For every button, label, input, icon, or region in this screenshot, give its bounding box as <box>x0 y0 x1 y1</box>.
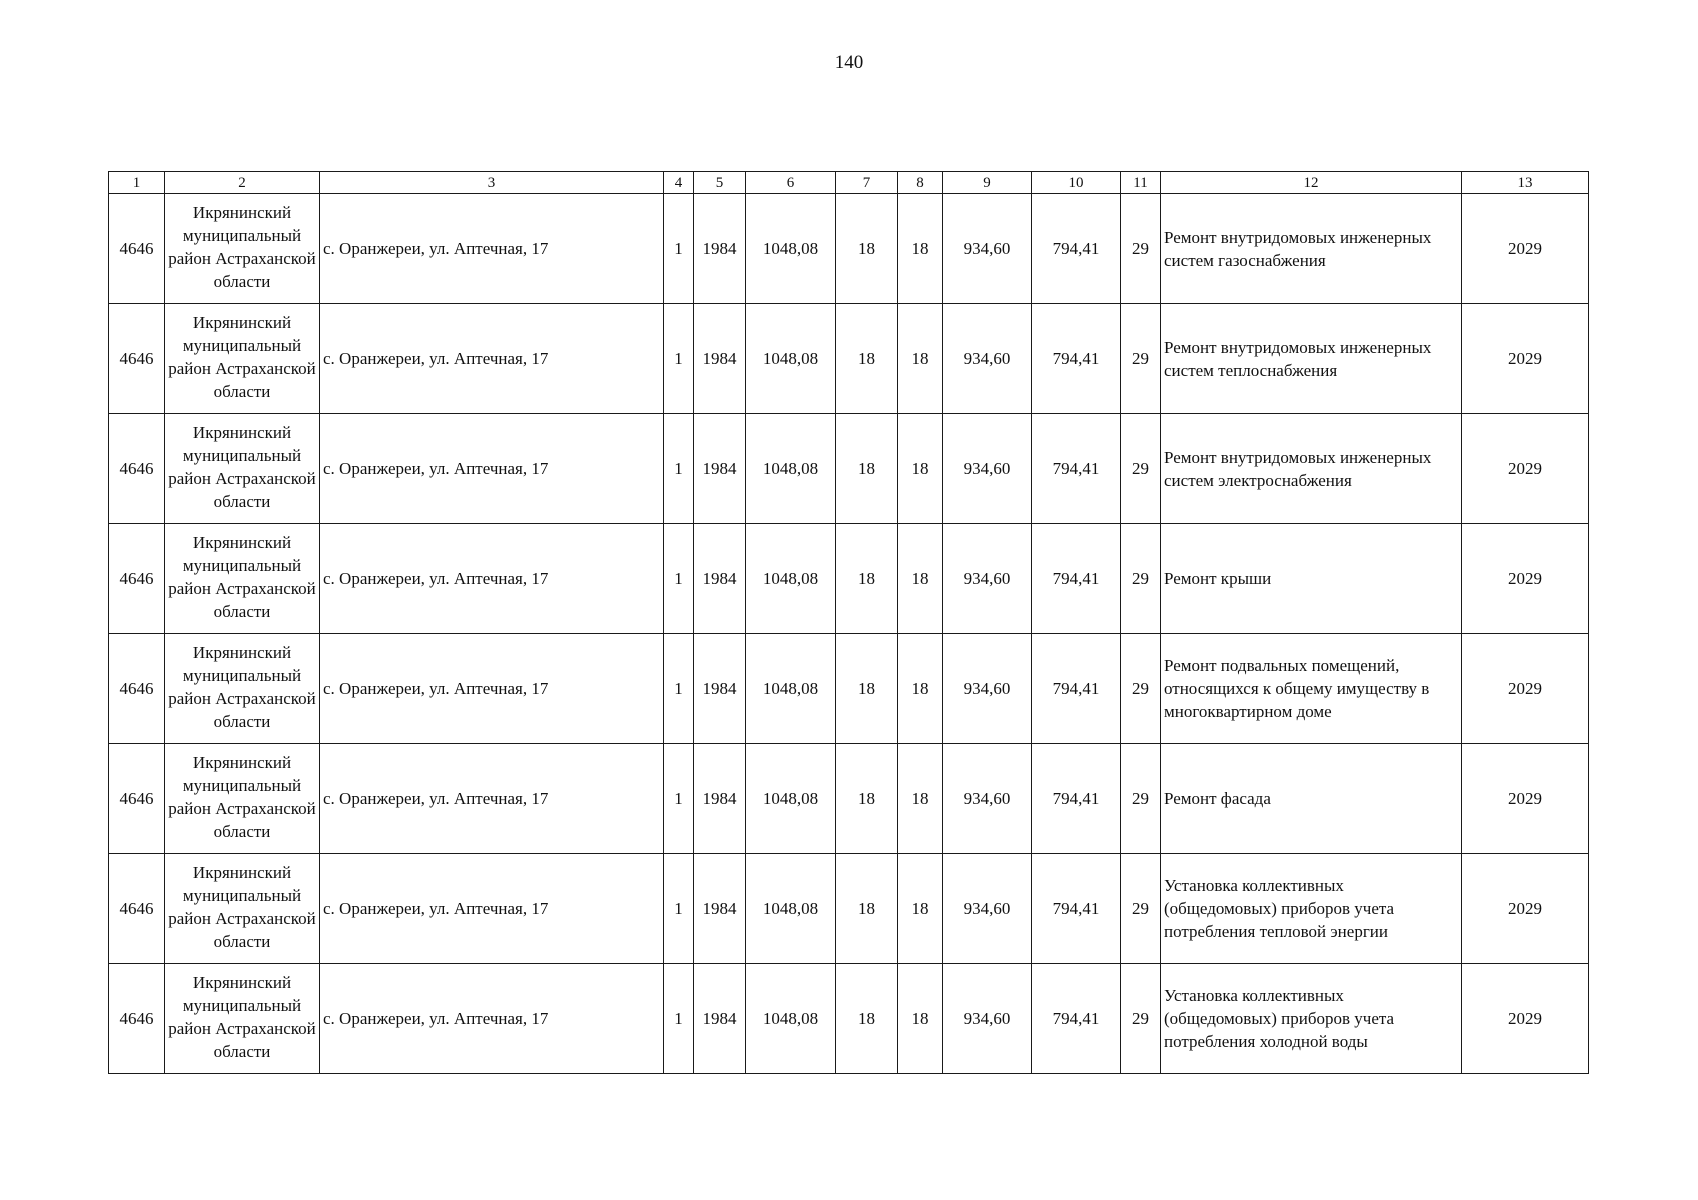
cell-col8: 18 <box>898 414 943 524</box>
cell-col10: 794,41 <box>1032 854 1121 964</box>
cell-col9: 934,60 <box>943 854 1032 964</box>
cell-col7: 18 <box>836 854 898 964</box>
cell-year: 1984 <box>694 964 746 1074</box>
table-row <box>109 524 1589 634</box>
table-row <box>109 964 1589 1074</box>
table-body <box>109 194 1589 1074</box>
cell-col4: 1 <box>664 744 694 854</box>
cell-col11: 29 <box>1121 744 1161 854</box>
cell-district <box>165 194 320 304</box>
district-text: Икрянинский муниципальный район Астраханской области <box>168 862 316 951</box>
cell-year: 1984 <box>694 304 746 414</box>
cell-address: с. Оранжереи, ул. Аптечная, 17 <box>320 634 664 744</box>
cell-col7: 18 <box>836 414 898 524</box>
cell-address: с. Оранжереи, ул. Аптечная, 17 <box>320 964 664 1074</box>
cell-id: 4646 <box>109 634 165 744</box>
cell-col11: 29 <box>1121 634 1161 744</box>
cell-plan-year: 2029 <box>1462 414 1589 524</box>
cell-col6: 1048,08 <box>746 964 836 1074</box>
cell-id: 4646 <box>109 194 165 304</box>
cell-address: с. Оранжереи, ул. Аптечная, 17 <box>320 524 664 634</box>
cell-col4: 1 <box>664 964 694 1074</box>
cell-id: 4646 <box>109 414 165 524</box>
cell-address: с. Оранжереи, ул. Аптечная, 17 <box>320 854 664 964</box>
table-row <box>109 634 1589 744</box>
cell-col10: 794,41 <box>1032 524 1121 634</box>
cell-col11: 29 <box>1121 414 1161 524</box>
district-text: Икрянинский муниципальный район Астраханской области <box>168 312 316 401</box>
cell-col7: 18 <box>836 964 898 1074</box>
cell-col9: 934,60 <box>943 304 1032 414</box>
cell-col6: 1048,08 <box>746 744 836 854</box>
cell-col10: 794,41 <box>1032 194 1121 304</box>
cell-col7: 18 <box>836 524 898 634</box>
cell-col10: 794,41 <box>1032 414 1121 524</box>
cell-col4: 1 <box>664 414 694 524</box>
cell-plan-year: 2029 <box>1462 634 1589 744</box>
district-text: Икрянинский муниципальный район Астраханской области <box>168 532 316 621</box>
cell-plan-year: 2029 <box>1462 964 1589 1074</box>
district-text: Икрянинский муниципальный район Астраханской области <box>168 202 316 291</box>
cell-work-type: Ремонт внутридомовых инженерных систем электроснабжения <box>1161 414 1462 524</box>
cell-address: с. Оранжереи, ул. Аптечная, 17 <box>320 194 664 304</box>
cell-district <box>165 854 320 964</box>
cell-col8: 18 <box>898 634 943 744</box>
cell-id: 4646 <box>109 304 165 414</box>
district-text: Икрянинский муниципальный район Астраханской области <box>168 642 316 731</box>
cell-id: 4646 <box>109 744 165 854</box>
column-header: 9 <box>943 172 1032 194</box>
district-text: Икрянинский муниципальный район Астраханской области <box>168 752 316 841</box>
table-row <box>109 854 1589 964</box>
cell-district <box>165 524 320 634</box>
cell-work-type: Ремонт внутридомовых инженерных систем газоснабжения <box>1161 194 1462 304</box>
header-row <box>109 172 1589 194</box>
table-row <box>109 304 1589 414</box>
cell-plan-year: 2029 <box>1462 304 1589 414</box>
column-header: 7 <box>836 172 898 194</box>
cell-col6: 1048,08 <box>746 414 836 524</box>
cell-address: с. Оранжереи, ул. Аптечная, 17 <box>320 414 664 524</box>
cell-work-type: Ремонт подвальных помещений, относящихся к общему имуществу в многоквартирном доме <box>1161 634 1462 744</box>
cell-col6: 1048,08 <box>746 194 836 304</box>
cell-col10: 794,41 <box>1032 304 1121 414</box>
cell-col10: 794,41 <box>1032 634 1121 744</box>
cell-work-type: Установка коллективных (общедомовых) приборов учета потребления холодной воды <box>1161 964 1462 1074</box>
cell-year: 1984 <box>694 414 746 524</box>
column-header: 3 <box>320 172 664 194</box>
cell-col8: 18 <box>898 854 943 964</box>
cell-work-type: Ремонт крыши <box>1161 524 1462 634</box>
cell-col9: 934,60 <box>943 414 1032 524</box>
cell-col8: 18 <box>898 194 943 304</box>
column-header: 1 <box>109 172 165 194</box>
cell-col11: 29 <box>1121 524 1161 634</box>
cell-year: 1984 <box>694 744 746 854</box>
table-row <box>109 194 1589 304</box>
column-header: 4 <box>664 172 694 194</box>
district-text: Икрянинский муниципальный район Астраханской области <box>168 422 316 511</box>
cell-col11: 29 <box>1121 194 1161 304</box>
cell-district <box>165 634 320 744</box>
column-header: 11 <box>1121 172 1161 194</box>
cell-id: 4646 <box>109 964 165 1074</box>
table-row <box>109 414 1589 524</box>
cell-address: с. Оранжереи, ул. Аптечная, 17 <box>320 744 664 854</box>
cell-year: 1984 <box>694 634 746 744</box>
cell-col7: 18 <box>836 744 898 854</box>
cell-col6: 1048,08 <box>746 304 836 414</box>
cell-col6: 1048,08 <box>746 854 836 964</box>
table-header <box>109 172 1589 194</box>
column-header: 2 <box>165 172 320 194</box>
cell-col6: 1048,08 <box>746 524 836 634</box>
cell-col4: 1 <box>664 634 694 744</box>
cell-col11: 29 <box>1121 304 1161 414</box>
repair-program-table <box>108 171 1589 1074</box>
cell-col8: 18 <box>898 964 943 1074</box>
cell-col7: 18 <box>836 304 898 414</box>
cell-id: 4646 <box>109 854 165 964</box>
column-header: 5 <box>694 172 746 194</box>
cell-col9: 934,60 <box>943 634 1032 744</box>
cell-work-type: Установка коллективных (общедомовых) приборов учета потребления тепловой энергии <box>1161 854 1462 964</box>
cell-col8: 18 <box>898 744 943 854</box>
cell-col8: 18 <box>898 524 943 634</box>
cell-col9: 934,60 <box>943 524 1032 634</box>
cell-work-type: Ремонт внутридомовых инженерных систем теплоснабжения <box>1161 304 1462 414</box>
column-header: 10 <box>1032 172 1121 194</box>
cell-col9: 934,60 <box>943 964 1032 1074</box>
cell-plan-year: 2029 <box>1462 524 1589 634</box>
cell-year: 1984 <box>694 194 746 304</box>
cell-col4: 1 <box>664 304 694 414</box>
cell-address: с. Оранжереи, ул. Аптечная, 17 <box>320 304 664 414</box>
cell-col11: 29 <box>1121 964 1161 1074</box>
cell-id: 4646 <box>109 524 165 634</box>
cell-district <box>165 304 320 414</box>
cell-year: 1984 <box>694 854 746 964</box>
cell-year: 1984 <box>694 524 746 634</box>
cell-col10: 794,41 <box>1032 964 1121 1074</box>
cell-district <box>165 964 320 1074</box>
cell-col4: 1 <box>664 194 694 304</box>
column-header: 13 <box>1462 172 1589 194</box>
cell-col11: 29 <box>1121 854 1161 964</box>
cell-col7: 18 <box>836 634 898 744</box>
column-header: 8 <box>898 172 943 194</box>
cell-work-type: Ремонт фасада <box>1161 744 1462 854</box>
cell-plan-year: 2029 <box>1462 744 1589 854</box>
cell-district <box>165 414 320 524</box>
cell-col7: 18 <box>836 194 898 304</box>
district-text: Икрянинский муниципальный район Астраханской области <box>168 972 316 1061</box>
column-header: 12 <box>1161 172 1462 194</box>
table-row <box>109 744 1589 854</box>
column-header: 6 <box>746 172 836 194</box>
cell-col10: 794,41 <box>1032 744 1121 854</box>
cell-plan-year: 2029 <box>1462 854 1589 964</box>
cell-col8: 18 <box>898 304 943 414</box>
cell-district <box>165 744 320 854</box>
cell-col4: 1 <box>664 854 694 964</box>
page-number: 140 <box>834 52 864 73</box>
cell-plan-year: 2029 <box>1462 194 1589 304</box>
cell-col9: 934,60 <box>943 194 1032 304</box>
cell-col6: 1048,08 <box>746 634 836 744</box>
cell-col9: 934,60 <box>943 744 1032 854</box>
cell-col4: 1 <box>664 524 694 634</box>
